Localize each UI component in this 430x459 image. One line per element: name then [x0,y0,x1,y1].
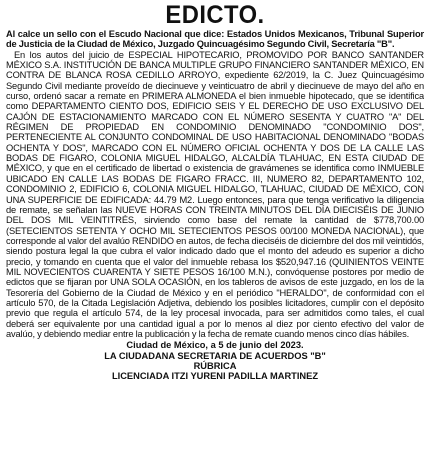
secretary-title: LA CIUDADANA SECRETARIA DE ACUERDOS "B" [104,350,326,361]
edict-body [6,50,424,340]
edict-body-text: En los autos del juicio de ESPECIAL HIPOTECARIO, PROMOVIDO POR BANCO SANTANDER MÉXICO S.A. INSTITUCIÓN DE BANCA MULTIPLE GRUPO FINANCIERO SANTANDER MÉXICO, EN CONTRA DE BLANCA ROSA CEDILLO ARROYO, expediente 62/2019, la C. Juez Quincuagésimo Segundo Civil mediante proveído de diecinueve y veinticuatro de abril y diecinueve de mayo del año en curso, ordenó sacar a remate en PRIMERA ALMONEDA el bien inmueble hipotecado, que se identifica como DEPARTAMENTO CIENTO DOS, EDIFICIO SEIS Y EL DERECHO DE USO EXCLUSIVO DEL CAJÓN DE ESTACIONAMIENTO MARCADO CON EL NÚMERO SESENTA Y CUATRO "A" DEL RÉGIMEN DE PROPIEDAD EN CONDOMINIO DENOMINADO "CONDOMINIO DOS", PERTENECIENTE AL CONJUNTO CONDOMINAL DE USO HABITACIONAL DENOMINADO "BODAS OCHENTA Y DOS", MARCADO CON EL NÚMERO OFICIAL OCHENTA Y DOS DE LA CALLE LAS BODAS DE FIGARO, COLONIA MIGUEL HIDALGO, ALCALDÍA TLAHUAC, EN ESTA CIUDAD DE MÉXICO, y que en el certificado de libertad o existencia de gravámenes se identifica como INMUEBLE UBICADO EN CALLE LAS BODAS DE FIGARO FRACC. III, NUMERO 82, DEPARTAMENTO 102, CONDOMINIO 2, EDIFICIO 6, COLONIA MIGUEL HIDALGO, TLAHUAC, CIUDAD DE MÉXICO, CON UNA SUPERFICIE DE EDIFICADA: 44.79 M2. Luego entonces, para que tenga verificativo la diligencia de remate, se señalan las NUEVE HORAS CON TREINTA MINUTOS DEL DÍA DIECISÉIS DE JUNIO DEL DOS MIL VEINTITRÉS, sirviendo como base del remate la cantidad de $778,700.00 (SETECIENTOS SETENTA Y OCHO MIL SETECIENTOS PESOS 00/100 MONEDA NACIONAL), que corresponde al valor del avalúo RENDIDO en autos, de fecha dieciséis de diciembre del dos mil veintidós, siendo postura legal la que cubra el valor indicado dado que el monto del adeudo es superior a dicho precio, y tomando en cuenta que el valor del inmueble rebasa los $520,947.16 (QUINIENTOS VEINTE MIL NOVECIENTOS CUARENTA Y SIETE PESOS 16/100 M.N.), convóquense postores por medio de edictos que se fijaran por UNA SOLA OCASIÓN, en los tableros de avisos de este juzgado, en los de la Tesorería del Gobierno de la Ciudad de México y en el periódico "HERALDO", de conformidad con el artículo 570, de la Citada Legislación Adjetiva, debiendo los posibles licitadores, cumplir con el depósito previo que regula el artículo 574, de la ley procesal invocada, para ser admitidos como tales, el cual deberá ser equivalente por una cantidad igual a por lo menos al diez por ciento efectivo del valor de avalúo, y debiendo mediar entre la publicación y la fecha de remate cuando menos cinco días hábiles. [6,49,424,339]
seal-description: Al calce un sello con el Escudo Nacional que dice: Estados Unidos Mexicanos, Tribunal Superior de Justicia de la Ciudad de México, Juzgado Quincuagésimo Segundo Civil, Secretaría "B". [6,29,424,50]
edict-notice [6,3,424,457]
edict-title: EDICTO. [165,3,265,29]
signature-word: RÚBRICA [193,361,237,371]
closing-date: Ciudad de México, a 5 de junio del 2023. [126,340,304,351]
secretary-name: LICENCIADA ITZI YURENI PADILLA MARTINEZ [111,371,319,382]
edict-closing [6,340,424,381]
edict-text [6,29,424,339]
